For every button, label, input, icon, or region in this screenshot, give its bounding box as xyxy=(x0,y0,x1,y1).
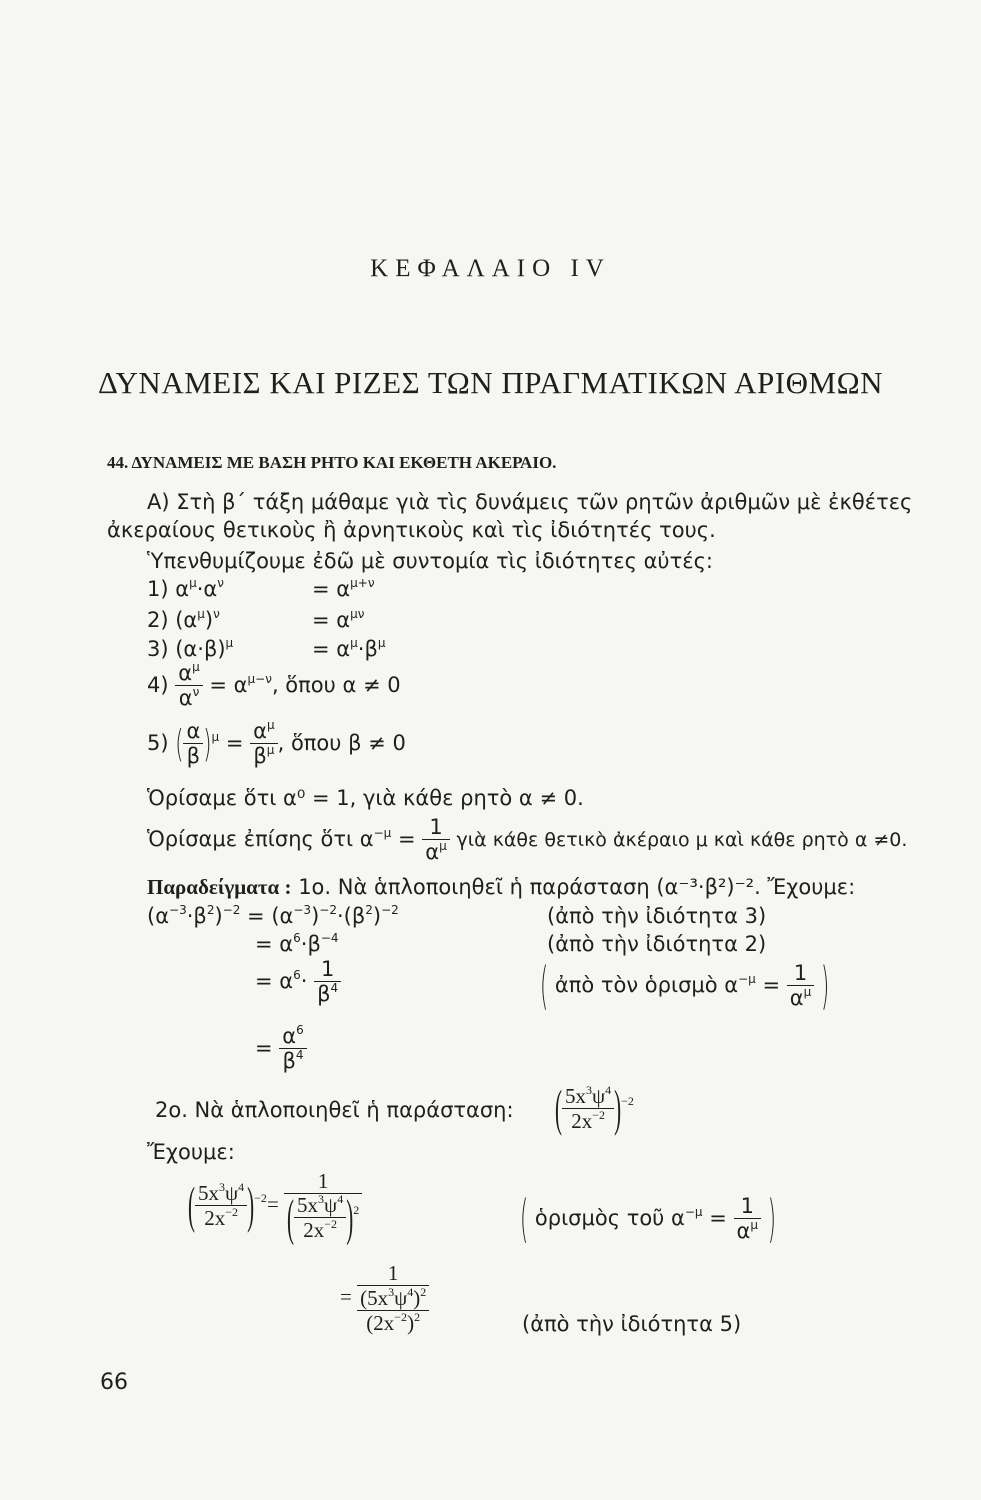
intro-line-3: Ὑπενθυμίζουμε ἐδῶ μὲ συντομία τὶς ἰδιότητες αὐτές: xyxy=(147,549,713,573)
example-2-expression: ( $\frac{5x^3\psi^4}{2x^{-2}}$ )$^{-2}$ xyxy=(555,1079,634,1137)
property-1: 1) $\alpha^\mu\cdot\alpha^\nu$ xyxy=(147,576,224,601)
property-number: 3) xyxy=(147,637,169,661)
property-5: 5) ( $\frac{\alpha}{\beta}$ )$^\mu$ = $\frac{\alpha^\mu}{\beta^\mu}$ , ὅπου β ≠ 0 xyxy=(147,718,406,769)
example-1-reason-3: ( ἀπὸ τὸν ὁρισμὸ $\alpha^{-\mu}$ = $\frac{1}{\alpha^\mu}$ ) xyxy=(540,957,830,1015)
example-1-reason-1: (ἀπὸ τὴν ἰδιότητα 3) xyxy=(547,904,767,928)
example-1-step-4: = $\frac{\alpha^6}{\beta^4}$ xyxy=(255,1025,307,1073)
fraction: $\frac{1}{\alpha^\mu}$ xyxy=(787,962,814,1010)
fraction: $\frac{1}{\beta^4}$ xyxy=(314,958,341,1006)
example-1-step-1: $(\alpha^{-3}\cdot\beta^2)^{-2} = (\alpha^{-3})^{-2}\cdot(\beta^2)^{-2}$ xyxy=(147,903,399,928)
fraction: 1 ( $\frac{5x^3\psi^4}{2x^{-2}}$ )$^2$ xyxy=(284,1170,362,1242)
condition-a: ὅπου α ≠ 0 xyxy=(285,673,401,698)
property-number: 2) xyxy=(147,608,169,632)
example-2-step-1: ( $\frac{5x^3\psi^4}{2x^{-2}}$ )$^{-2}$= 1 ( $\frac{5x^3\psi^4}{2x^{-2}}$ )$^2$ xyxy=(188,1170,362,1242)
example-2-step-2: = 1 $(5x^3\psi^4)^2$ $(2x^{-2})^2$ xyxy=(340,1262,429,1335)
example-1-reason-2: (ἀπὸ τὴν ἰδιότητα 2) xyxy=(547,932,767,956)
property-3: 3) $(\alpha\cdot\beta)^\mu$ xyxy=(147,636,234,661)
definition-tail: γιὰ κάθε θετικὸ ἀκέραιο μ καὶ κάθε ρητὸ α ≠0. xyxy=(456,829,908,852)
property-4: 4) $\frac{\alpha^\mu}{\alpha^\nu}$ = $\alpha^{\mu-\nu}$, ὅπου α ≠ 0 xyxy=(147,660,401,711)
property-3-result: = $\alpha^\mu\cdot\beta^\mu$ xyxy=(312,636,386,661)
example-2-reason-1: ( ὁρισμὸς τοῦ $\alpha^{-\mu}$ = $\frac{1}{\alpha^\mu}$ ) xyxy=(520,1190,776,1248)
example-2-reason-2: (ἀπὸ τὴν ἰδιότητα 5) xyxy=(522,1312,742,1336)
section-heading: 44. ΔΥΝΑΜΕΙΣ ΜΕ ΒΑΣΗ ΡΗΤΟ ΚΑΙ ΕΚΘΕΤΗ ΑΚΕΡΑΙΟ. xyxy=(107,453,557,472)
example-1-text: 1ο. Νὰ ἁπλοποιηθεῖ ἡ παράσταση (α⁻³·β²)⁻². Ἔχουμε: xyxy=(298,875,856,899)
example-1-step-3: = $\alpha^6\cdot$ $\frac{1}{\beta^4}$ xyxy=(255,958,341,1006)
reason-1-text: ὁρισμὸς τοῦ α xyxy=(534,1206,685,1231)
condition-b: ὅπου β ≠ 0 xyxy=(290,731,406,756)
example-1-step-2: = $\alpha^6\cdot\beta^{-4}$ xyxy=(255,931,339,956)
property-number: 5) xyxy=(147,731,169,756)
fraction: $\frac{1}{\alpha^\mu}$ xyxy=(734,1195,761,1243)
chapter-title: ΔΥΝΑΜΕΙΣ ΚΑΙ ΡΙΖΕΣ ΤΩΝ ΠΡΑΓΜΑΤΙΚΩΝ ΑΡΙΘΜΩΝ xyxy=(97,365,883,400)
property-number: 1) xyxy=(147,577,169,601)
definition-lead: Ὁρίσαμε ἐπίσης ὅτι α xyxy=(147,827,374,852)
reason-3-text: ἀπὸ τὸν ὁρισμὸ α xyxy=(554,973,739,998)
intro-line-2: ἀκεραίους θετικοὺς ἢ ἀρνητικοὺς καὶ τὶς ἰδιότητές τους. xyxy=(107,518,716,542)
example-1-line xyxy=(147,875,855,900)
intro-line-1: Α) Στὴ β΄ τάξη μάθαμε γιὰ τὶς δυνάμεις τῶν ρητῶν ἀριθμῶν μὲ ἐκθέτες xyxy=(147,490,913,514)
fraction: $\frac{\alpha^6}{\beta^4}$ xyxy=(279,1025,306,1073)
property-2-result: = $\alpha^{\mu\nu}$ xyxy=(312,607,365,632)
property-1-result: = $\alpha^{\mu+\nu}$ xyxy=(312,576,375,601)
definition-negative-power: Ὁρίσαμε ἐπίσης ὅτι $\alpha^{-\mu}$ = $\frac{1}{\alpha^\mu}$ γιὰ κάθε θετικὸ ἀκέραιο μ καὶ κάθε ρητὸ α ≠0. xyxy=(147,815,908,865)
page-number: 66 xyxy=(100,1370,128,1395)
property-number: 4) xyxy=(147,673,169,698)
fraction: $\frac{1}{\alpha^\mu}$ xyxy=(422,816,449,864)
example-2-have: Ἔχουμε: xyxy=(147,1140,235,1164)
fraction: $\frac{\alpha}{\beta}$ xyxy=(183,720,203,768)
fraction: $\frac{\alpha^\mu}{\beta^\mu}$ xyxy=(250,720,277,768)
example-2-line: 2ο. Νὰ ἁπλοποιηθεῖ ἡ παράσταση: xyxy=(155,1098,514,1122)
fraction: $\frac{5x^3\psi^4}{2x^{-2}}$ xyxy=(562,1085,614,1133)
fraction: $\frac{5x^3\psi^4}{2x^{-2}}$ xyxy=(195,1182,247,1230)
fraction: $\frac{\alpha^\mu}{\alpha^\nu}$ xyxy=(175,662,202,710)
fraction: 1 $(5x^3\psi^4)^2$ $(2x^{-2})^2$ xyxy=(357,1262,429,1335)
definition-zero-power: Ὁρίσαμε ὅτι α⁰ = 1, γιὰ κάθε ρητὸ α ≠ 0. xyxy=(147,786,584,810)
property-2: 2) $(\alpha^\mu)^\nu$ xyxy=(147,607,220,632)
chapter-heading: ΚΕΦΑΛΑΙΟ IV xyxy=(370,255,611,282)
examples-label: Παραδείγματα : xyxy=(147,875,292,899)
